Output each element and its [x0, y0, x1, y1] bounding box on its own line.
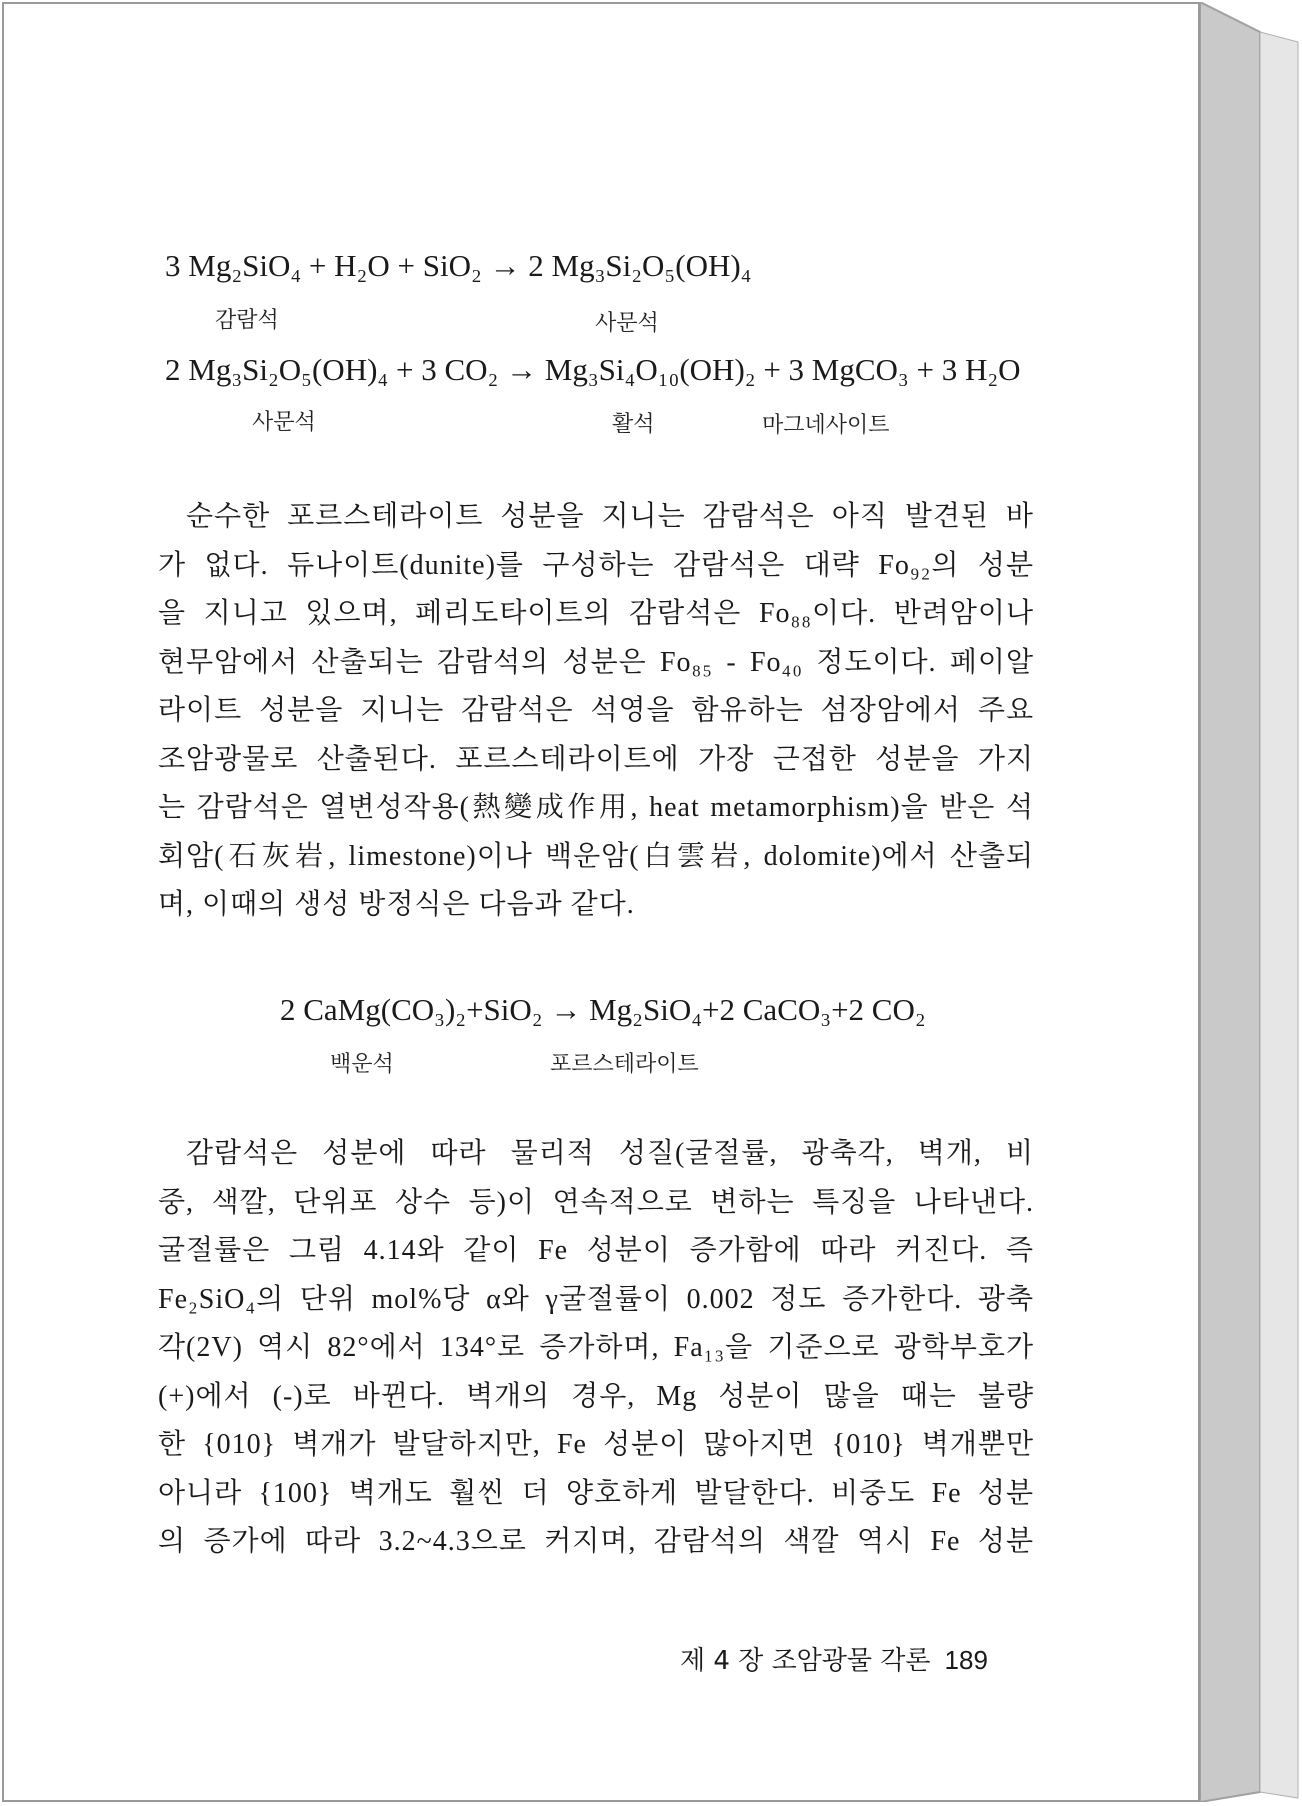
text-line: 중, 색깔, 단위포 상수 등)이 연속적으로 변하는 특징을 나타낸다. [158, 1186, 1034, 1218]
text-line: 아니라 {100} 벽개도 훨씬 더 양호하게 발달한다. 비중도 Fe 성분 [158, 1477, 1034, 1509]
text-line: 순수한 포르스테라이트 성분을 지니는 감람석은 아직 발견된 바 [186, 501, 1034, 532]
equation-talc-formation: 2 Mg₃Si₂O₅(OH)₄ + 3 CO₂ → Mg₃Si₄O₁₀(OH)₂ + 3 MgCO₃ + 3 H₂O [165, 352, 1021, 387]
label-serpentine-2: 사문석 [252, 410, 316, 435]
text-line: 감람석은 성분에 따라 물리적 성질(굴절률, 광축각, 벽개, 비 [186, 1138, 1034, 1169]
text-line: 현무암에서 산출되는 감람석의 성분은 Fo₈₅ - Fo₄₀ 정도이다. 페이알 [158, 646, 1034, 678]
equation-dolomite-reaction: 2 CaMg(CO₃)₂+SiO₂ → Mg₂SiO₄+2 CaCO₃+2 CO₂ [280, 992, 926, 1027]
label-forsterite: 포르스테라이트 [550, 1052, 699, 1077]
page-footer [680, 1640, 988, 1677]
text-line: 의 증가에 따라 3.2~4.3으로 커지며, 감람석의 색깔 역시 Fe 성분 [158, 1526, 1034, 1557]
text-line: 조암광물로 산출된다. 포르스테라이트에 가장 근접한 성분을 가지 [158, 743, 1034, 775]
text-line: (+)에서 (-)로 바뀐다. 벽개의 경우, Mg 성분이 많을 때는 불량 [158, 1380, 1034, 1412]
text-line: 굴절률은 그림 4.14와 같이 Fe 성분이 증가함에 따라 커진다. 즉 [158, 1235, 1034, 1266]
chapter-title: 제 4 장 조암광물 각론 [680, 1646, 931, 1676]
label-talc: 활석 [612, 412, 655, 437]
label-olivine: 감람석 [215, 308, 279, 333]
label-magnesite: 마그네사이트 [762, 413, 890, 438]
book-spine-edge [1200, 2, 1300, 1802]
label-serpentine: 사문석 [595, 311, 659, 336]
text-line: 는 감람석은 열변성작용(熱變成作用, heat metamorphism)을 받은 석 [158, 792, 1034, 823]
text-line: 라이트 성분을 지니는 감람석은 석영을 함유하는 섬장암에서 주요 [158, 695, 1034, 726]
label-dolomite: 백운석 [330, 1052, 394, 1077]
paragraph-properties [158, 1130, 1034, 1567]
text-line: 회암(石灰岩, limestone)이나 백운암(白雲岩, dolomite)에서 산출되 [158, 840, 1034, 872]
text-line: 한 {010} 벽개가 발달하지만, Fe 성분이 많아지면 {010} 벽개뿐만 [158, 1429, 1034, 1460]
paragraph-forsterite [158, 493, 1034, 930]
text-line: 며, 이때의 생성 방정식은 다음과 같다. [158, 889, 635, 920]
text-line: 각(2V) 역시 82°에서 134°로 증가하며, Fa₁₃을 기준으로 광학부호가 [158, 1332, 1034, 1363]
page-number: 189 [944, 1645, 988, 1675]
text-line: 을 지니고 있으며, 페리도타이트의 감람석은 Fo₈₈이다. 반려암이나 [158, 598, 1034, 629]
equation-serpentinization: 3 Mg₂SiO₄ + H₂O + SiO₂ → 2 Mg₃Si₂O₅(OH)₄ [165, 248, 752, 283]
text-line: Fe₂SiO₄의 단위 mol%당 α와 γ굴절률이 0.002 정도 증가한다. 광축 [158, 1283, 1034, 1315]
text-line: 가 없다. 듀나이트(dunite)를 구성하는 감람석은 대략 Fo₉₂의 성분 [158, 549, 1034, 581]
